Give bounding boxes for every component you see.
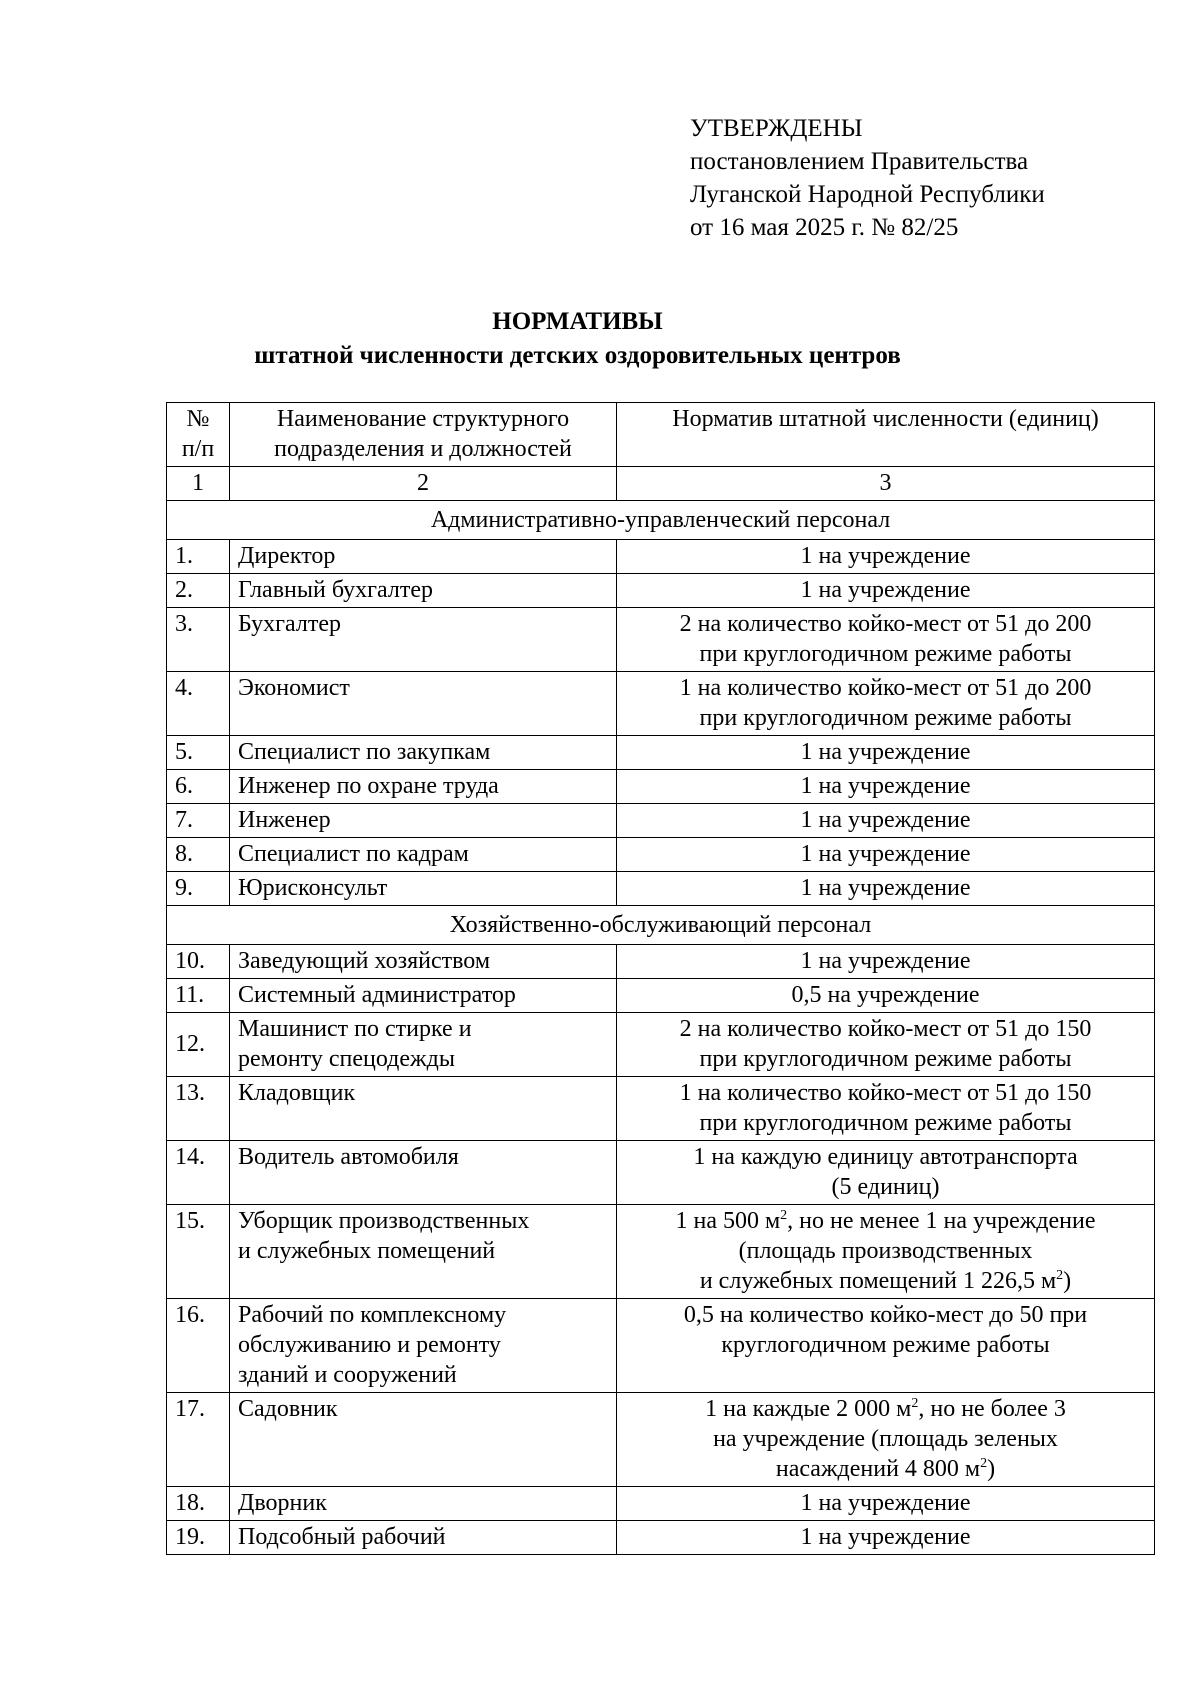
section-title: Административно-управленческий персонал — [167, 501, 1155, 540]
staffing-norm: 1 на учреждение — [617, 838, 1155, 872]
table-row — [167, 945, 1155, 979]
staffing-norm: 1 на количество койко-мест от 51 до 150 при круглогодичном режиме работы — [617, 1077, 1155, 1141]
position-name: Системный администратор — [230, 979, 617, 1013]
staffing-norm: 2 на количество койко-мест от 51 до 200 при круглогодичном режиме работы — [617, 608, 1155, 672]
staffing-norm: 1 на учреждение — [617, 945, 1155, 979]
position-name: Экономист — [230, 672, 617, 736]
table-row — [167, 1393, 1155, 1487]
approval-stamp — [690, 112, 1045, 244]
staffing-norm: 1 на учреждение — [617, 1521, 1155, 1555]
staffing-norm: 1 на учреждение — [617, 736, 1155, 770]
title-subtitle: штатной численности детских оздоровительных центров — [254, 342, 901, 369]
row-number: 2. — [167, 574, 230, 608]
column-number: 1 — [167, 467, 230, 501]
row-number: 10. — [167, 945, 230, 979]
position-name: Специалист по кадрам — [230, 838, 617, 872]
document-title — [0, 305, 1155, 373]
section-header-row — [167, 501, 1155, 540]
row-number: 5. — [167, 736, 230, 770]
table-row — [167, 540, 1155, 574]
row-number: 17. — [167, 1393, 230, 1487]
position-name: Бухгалтер — [230, 608, 617, 672]
position-name: Главный бухгалтер — [230, 574, 617, 608]
table-row — [167, 770, 1155, 804]
table-row — [167, 804, 1155, 838]
table-row — [167, 1013, 1155, 1077]
table-row — [167, 979, 1155, 1013]
position-name: Заведующий хозяйством — [230, 945, 617, 979]
table-row — [167, 838, 1155, 872]
staffing-norms-table — [166, 402, 1155, 1555]
position-name: Водитель автомобиля — [230, 1141, 617, 1205]
position-name: Инженер по охране труда — [230, 770, 617, 804]
column-number-row — [167, 467, 1155, 501]
column-number: 2 — [230, 467, 617, 501]
table-row — [167, 1077, 1155, 1141]
row-number: 11. — [167, 979, 230, 1013]
table-row — [167, 736, 1155, 770]
row-number: 9. — [167, 872, 230, 906]
row-number: 14. — [167, 1141, 230, 1205]
staffing-norm: 1 на каждые 2 000 $м^2$, но не более 3 на учреждение (площадь зеленых насаждений 4 800 $м^2$) — [617, 1393, 1155, 1487]
section-title: Хозяйственно-обслуживающий персонал — [167, 906, 1155, 945]
row-number: 1. — [167, 540, 230, 574]
table-row — [167, 608, 1155, 672]
staffing-norm: 1 на учреждение — [617, 574, 1155, 608]
row-number: 6. — [167, 770, 230, 804]
header-name: Наименование структурного подразделения и должностей — [230, 403, 617, 467]
staffing-norm: 0,5 на учреждение — [617, 979, 1155, 1013]
table-body — [167, 467, 1155, 1555]
position-name: Рабочий по комплексному обслуживанию и ремонту зданий и сооружений — [230, 1299, 617, 1393]
staffing-norm: 1 на количество койко-мест от 51 до 200 при круглогодичном режиме работы — [617, 672, 1155, 736]
row-number: 8. — [167, 838, 230, 872]
staffing-norm: 1 на 500 $м^2$, но не менее 1 на учреждение (площадь производственных и служебных помещений 1 226,5 $м^2$) — [617, 1205, 1155, 1299]
staffing-norm: 1 на учреждение — [617, 540, 1155, 574]
row-number: 4. — [167, 672, 230, 736]
row-number: 18. — [167, 1487, 230, 1521]
position-name: Кладовщик — [230, 1077, 617, 1141]
staffing-norm: 2 на количество койко-мест от 51 до 150 при круглогодичном режиме работы — [617, 1013, 1155, 1077]
position-name: Машинист по стирке и ремонту спецодежды — [230, 1013, 617, 1077]
table-row — [167, 1487, 1155, 1521]
position-name: Дворник — [230, 1487, 617, 1521]
position-name: Садовник — [230, 1393, 617, 1487]
staffing-norm: 1 на учреждение — [617, 872, 1155, 906]
staffing-norm: 1 на учреждение — [617, 1487, 1155, 1521]
approval-line: постановлением Правительства — [690, 148, 1029, 175]
table-row — [167, 1521, 1155, 1555]
row-number: 12. — [167, 1013, 230, 1077]
staffing-norm: 1 на учреждение — [617, 770, 1155, 804]
row-number: 13. — [167, 1077, 230, 1141]
table-row — [167, 1299, 1155, 1393]
table-row — [167, 872, 1155, 906]
position-name: Директор — [230, 540, 617, 574]
title-main: НОРМАТИВЫ — [492, 308, 663, 335]
table-row — [167, 1141, 1155, 1205]
header-value: Норматив штатной численности (единиц) — [617, 403, 1155, 467]
position-name: Инженер — [230, 804, 617, 838]
approval-heading: УТВЕРЖДЕНЫ — [690, 115, 863, 142]
table-row — [167, 672, 1155, 736]
row-number: 3. — [167, 608, 230, 672]
column-number: 3 — [617, 467, 1155, 501]
table-row — [167, 574, 1155, 608]
header-number: № п/п — [167, 403, 230, 467]
section-header-row — [167, 906, 1155, 945]
staffing-norm: 0,5 на количество койко-мест до 50 при круглогодичном режиме работы — [617, 1299, 1155, 1393]
staffing-norm: 1 на каждую единицу автотранспорта (5 единиц) — [617, 1141, 1155, 1205]
table-header-row — [167, 403, 1155, 467]
row-number: 15. — [167, 1205, 230, 1299]
position-name: Юрисконсульт — [230, 872, 617, 906]
approval-date: от 16 мая 2025 г. № 82/25 — [690, 214, 959, 241]
position-name: Специалист по закупкам — [230, 736, 617, 770]
row-number: 19. — [167, 1521, 230, 1555]
table-row — [167, 1205, 1155, 1299]
position-name: Уборщик производственных и служебных помещений — [230, 1205, 617, 1299]
position-name: Подсобный рабочий — [230, 1521, 617, 1555]
row-number: 16. — [167, 1299, 230, 1393]
staffing-norm: 1 на учреждение — [617, 804, 1155, 838]
approval-line: Луганской Народной Республики — [690, 181, 1045, 208]
row-number: 7. — [167, 804, 230, 838]
